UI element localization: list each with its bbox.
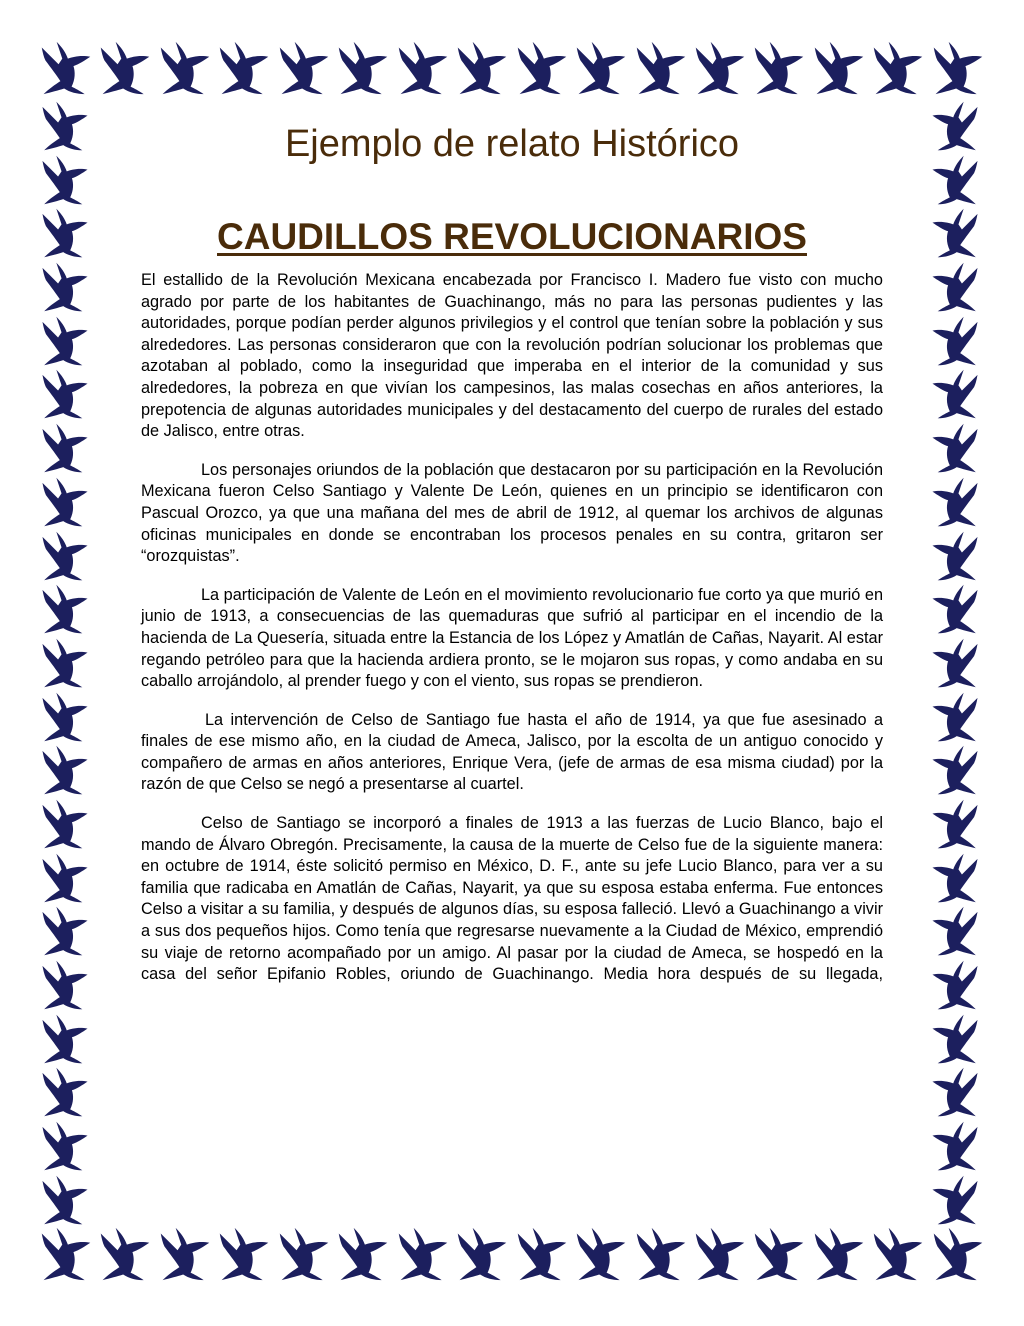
swallow-icon: [926, 798, 984, 850]
paragraph-4: La intervención de Celso de Santiago fue hasta el año de 1914, ya que fue asesinado a finales de ese mismo año, en la ciudad de Ameca, Jalisco, por la escolta de un antiguo conocido y compañero de armas en años anteriores, Enrique Vera, (jefe de armas de esa misma ciudad) por la razón de que Celso se negó a presentarse al cuartel.: [141, 710, 883, 794]
swallow-icon: [926, 100, 984, 152]
swallow-icon: [36, 1013, 94, 1065]
swallow-icon: [395, 40, 451, 96]
swallow-icon: [926, 583, 984, 635]
swallow-icon: [36, 852, 94, 904]
swallow-icon: [926, 315, 984, 367]
paragraph-5: Celso de Santiago se incorporó a finales de 1913 a las fuerzas de Lucio Blanco, bajo el mando de Álvaro Obregón. Precisamente, la causa de la muerte de Celso fue de la siguiente manera: en octubre de 1914, éste solicitó permiso en México, D. F., ante su jefe Lucio Blanco, para ver a su familia que radicaba en Amatlán de Cañas, Nayarit, ya que su esposa estaba enferma. Fue entonces Celso a visitar a su familia, y después de algunos días, su esposa falleció. Llevó a Guachinango a vivir a sus dos pequeños hijos. Como tenía que regresarse nuevamente a la Ciudad de México, emprendió su viaje de retorno acompañado por un amigo. Al pasar por la ciudad de Ameca, se hospedó en la casa del señor Epifanio Robles, oriundo de Guachinango. Media hora después de su llegada,: [141, 814, 883, 984]
swallow-icon: [926, 744, 984, 796]
swallow-icon: [36, 637, 94, 689]
swallow-icon: [454, 1226, 510, 1282]
swallow-icon: [36, 798, 94, 850]
swallow-icon: [36, 691, 94, 743]
swallow-icon: [751, 1226, 807, 1282]
swallow-icon: [454, 40, 510, 96]
swallow-icon: [36, 100, 94, 152]
swallow-icon: [926, 1174, 984, 1226]
swallow-icon: [395, 1226, 451, 1282]
swallow-icon: [36, 744, 94, 796]
swallow-icon: [930, 1226, 986, 1282]
swallow-icon: [335, 1226, 391, 1282]
swallow-icon: [692, 40, 748, 96]
paragraph-2: Los personajes oriundos de la población que destacaron por su participación en la Revolución Mexicana fueron Celso Santiago y Valente De León, quienes en un principio se identificaron con Pascual Orozco, ya que una mañana del mes de abril de 1912, al quemar los archivos de algunas oficinas municipales en donde se encontraban los procesos penales en su contra, gritaron ser “orozquistas”.: [141, 460, 883, 566]
swallow-icon: [36, 1120, 94, 1172]
swallow-icon: [276, 1226, 332, 1282]
swallow-icon: [926, 905, 984, 957]
swallow-icon: [216, 40, 272, 96]
swallow-icon: [97, 40, 153, 96]
border-top: [38, 40, 986, 100]
swallow-icon: [926, 530, 984, 582]
border-right: [926, 100, 988, 1226]
swallow-icon: [870, 40, 926, 96]
swallow-icon: [38, 1226, 94, 1282]
swallow-icon: [926, 1013, 984, 1065]
swallow-icon: [811, 40, 867, 96]
swallow-icon: [97, 1226, 153, 1282]
swallow-icon: [926, 154, 984, 206]
border-bottom: [38, 1226, 986, 1288]
document-body: [141, 118, 883, 986]
swallow-icon: [692, 1226, 748, 1282]
swallow-icon: [335, 40, 391, 96]
swallow-icon: [930, 40, 986, 96]
swallow-icon: [633, 40, 689, 96]
border-left: [36, 100, 98, 1226]
swallow-icon: [870, 1226, 926, 1282]
paragraph-1: El estallido de la Revolución Mexicana encabezada por Francisco I. Madero fue visto con mucho agrado por parte de los habitantes de Guachinango, más no para las personas pudientes y las autoridades, porque podían perder algunos privilegios y el control que tenían sobre la población y sus alrededores. Las personas consideraron que con la revolución podrían solucionar los problemas que azotaban al poblado, como la inseguridad que imperaba en el interior de la comunidad y sus alrededores, la pobreza en que vivían los campesinos, las malas cosechas en años anteriores, la prepotencia de algunas autoridades municipales y del destacamento del cuerpo de rurales del estado de Jalisco, entre otras.: [141, 271, 883, 441]
swallow-icon: [36, 207, 94, 259]
swallow-icon: [36, 583, 94, 635]
swallow-icon: [36, 530, 94, 582]
swallow-icon: [36, 476, 94, 528]
swallow-icon: [926, 691, 984, 743]
swallow-icon: [926, 852, 984, 904]
swallow-icon: [926, 476, 984, 528]
swallow-icon: [811, 1226, 867, 1282]
swallow-icon: [926, 368, 984, 420]
swallow-icon: [573, 1226, 629, 1282]
swallow-icon: [36, 368, 94, 420]
swallow-icon: [157, 1226, 213, 1282]
swallow-icon: [926, 959, 984, 1011]
swallow-icon: [36, 959, 94, 1011]
swallow-icon: [36, 261, 94, 313]
swallow-icon: [926, 637, 984, 689]
swallow-icon: [36, 1174, 94, 1226]
swallow-icon: [514, 40, 570, 96]
swallow-icon: [926, 261, 984, 313]
swallow-icon: [216, 1226, 272, 1282]
swallow-icon: [926, 422, 984, 474]
swallow-icon: [751, 40, 807, 96]
swallow-icon: [36, 422, 94, 474]
swallow-icon: [633, 1226, 689, 1282]
swallow-icon: [514, 1226, 570, 1282]
swallow-icon: [36, 905, 94, 957]
section-heading: CAUDILLOS REVOLUCIONARIOS: [217, 216, 807, 257]
swallow-icon: [926, 1066, 984, 1118]
swallow-icon: [36, 315, 94, 367]
swallow-icon: [36, 1066, 94, 1118]
swallow-icon: [926, 207, 984, 259]
document-title: Ejemplo de relato Histórico: [284, 123, 740, 165]
swallow-icon: [157, 40, 213, 96]
swallow-icon: [573, 40, 629, 96]
swallow-icon: [276, 40, 332, 96]
paragraph-3: La participación de Valente de León en el movimiento revolucionario fue corto ya que murió en junio de 1913, a consecuencias de las quemaduras que sufrió al participar en el incendio de la hacienda de La Quesería, situada entre la Estancia de los López y Amatlán de Cañas, Nayarit. Al estar regando petróleo para que la hacienda ardiera pronto, se le mojaron sus ropas, y como andaba en su caballo arrojándolo, al prender fuego y con el viento, sus ropas se prendieron.: [141, 585, 883, 691]
swallow-icon: [36, 154, 94, 206]
swallow-icon: [38, 40, 94, 96]
swallow-icon: [926, 1120, 984, 1172]
